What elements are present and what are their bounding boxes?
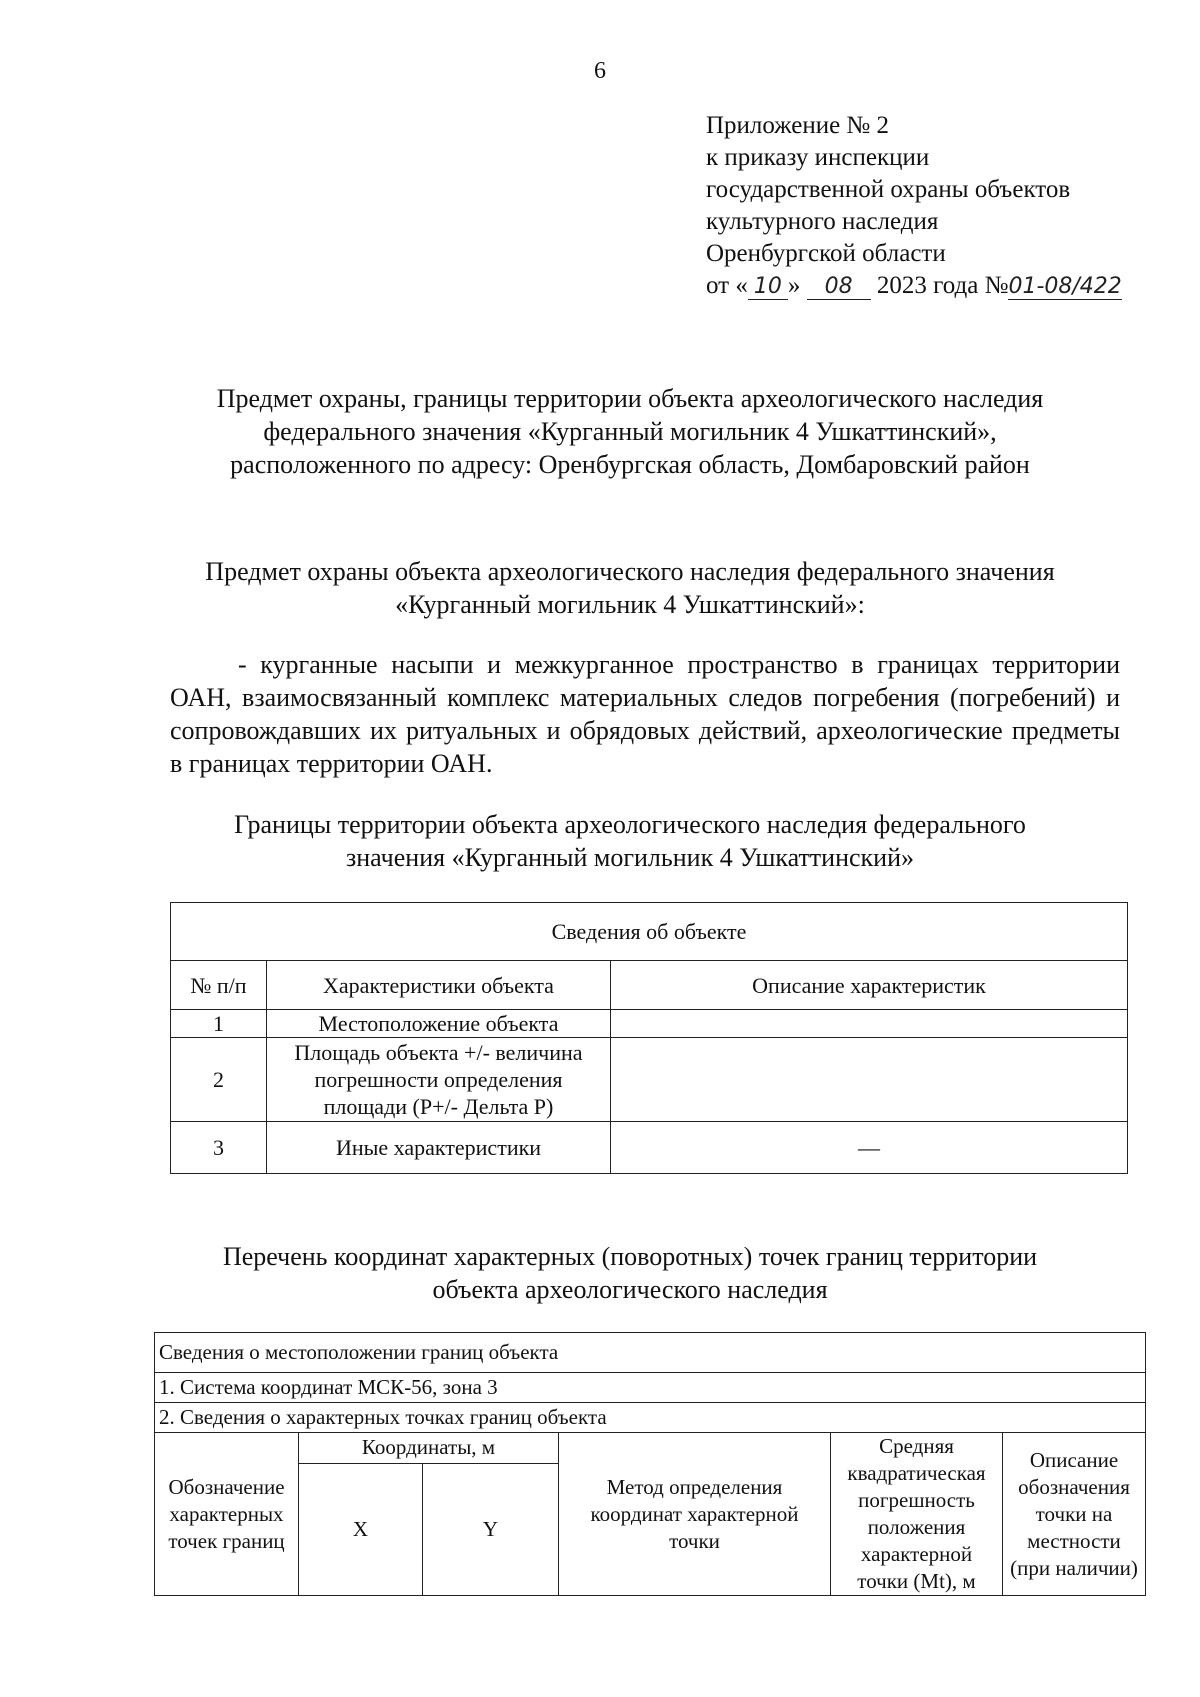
coords-table-row-points: 2. Сведения о характерных точках границ объекта xyxy=(155,1403,1146,1433)
appendix-line: Приложение № 2 xyxy=(706,112,890,139)
appendix-block xyxy=(706,110,1122,303)
handwritten-day: 10 xyxy=(748,274,788,300)
coords-table-row-location: Сведения о местоположении границ объекта xyxy=(155,1333,1146,1373)
object-table xyxy=(170,902,1128,1174)
coords-table xyxy=(154,1332,1146,1596)
header-cell: Характеристики объекта xyxy=(267,961,611,1010)
appendix-line: к приказу инспекции xyxy=(706,144,930,171)
heading-line: «Курганный могильник 4 Ушкаттинский»: xyxy=(395,590,865,619)
date-prefix: от « xyxy=(706,272,748,299)
heading-line: Границы территории объекта археологического наследия федерального xyxy=(234,810,1026,839)
handwritten-month: 08 xyxy=(807,274,871,300)
col-y: Y xyxy=(423,1463,559,1595)
title-line: расположенного по адресу: Оренбургская область, Домбаровский район xyxy=(230,450,1030,479)
col-method: Метод определения координат характерной точки xyxy=(559,1433,831,1596)
heading-line: значения «Курганный могильник 4 Ушкаттинский» xyxy=(345,843,914,872)
heading-line: объекта археологического наследия xyxy=(432,1275,828,1304)
row-name: Местоположение объекта xyxy=(267,1010,611,1038)
page-number: 6 xyxy=(594,58,606,84)
coords-heading xyxy=(150,1240,1110,1306)
table-row xyxy=(171,1122,1128,1174)
row-description xyxy=(611,1038,1128,1122)
header-cell: Описание характеристик xyxy=(611,961,1128,1010)
col-coords: Координаты, м xyxy=(299,1433,559,1464)
row-name: Площадь объекта +/- величина погрешности определения площади (Р+/- Дельта Р) xyxy=(267,1038,611,1122)
row-number: 1 xyxy=(171,1010,267,1038)
appendix-line: культурного наследия xyxy=(706,208,939,235)
row-description xyxy=(611,1010,1128,1038)
col-x: X xyxy=(299,1463,423,1595)
subject-heading xyxy=(150,555,1110,621)
page-title xyxy=(150,382,1110,481)
appendix-line: государственной охраны объектов xyxy=(706,176,1071,203)
title-line: Предмет охраны, границы территории объекта археологического наследия xyxy=(216,384,1044,413)
appendix-date-line xyxy=(706,270,1122,303)
heading-line: Предмет охраны объекта археологического наследия федерального значения xyxy=(205,557,1055,586)
object-table-caption: Сведения об объекте xyxy=(171,903,1128,961)
table-row xyxy=(171,1010,1128,1038)
year-text: 2023 года № xyxy=(870,272,1009,299)
heading-line: Перечень координат характерных (поворотных) точек границ территории xyxy=(222,1242,1038,1271)
title-line: федерального значения «Курганный могильник 4 Ушкаттинский», xyxy=(263,417,997,446)
row-number: 3 xyxy=(171,1122,267,1174)
col-error: Средняя квадратическая погрешность положения характерной точки (Mt), м xyxy=(831,1433,1003,1596)
row-name: Иные характеристики xyxy=(267,1122,611,1174)
col-description: Описание обозначения точки на местности (при наличии) xyxy=(1003,1433,1146,1596)
header-cell: № п/п xyxy=(171,961,267,1010)
col-designation: Обозначение характерных точек границ xyxy=(155,1433,299,1596)
appendix-line: Оренбургской области xyxy=(706,240,946,267)
handwritten-order-number: 01-08/422 xyxy=(1008,274,1122,299)
subject-text: - курганные насыпи и межкурганное пространство в границах территории ОАН, взаимосвязанный комплекс материальных следов погребения (погребений) и сопровождавших их ритуальных и обрядовых действий, археологические предметы в границах территории ОАН. xyxy=(170,650,1120,778)
table-row xyxy=(171,1038,1128,1122)
coords-table-row-system: 1. Система координат МСК-56, зона 3 xyxy=(155,1373,1146,1403)
boundaries-heading xyxy=(150,808,1110,874)
date-mid: » xyxy=(787,272,807,299)
row-description: — xyxy=(611,1122,1128,1174)
row-number: 2 xyxy=(171,1038,267,1122)
